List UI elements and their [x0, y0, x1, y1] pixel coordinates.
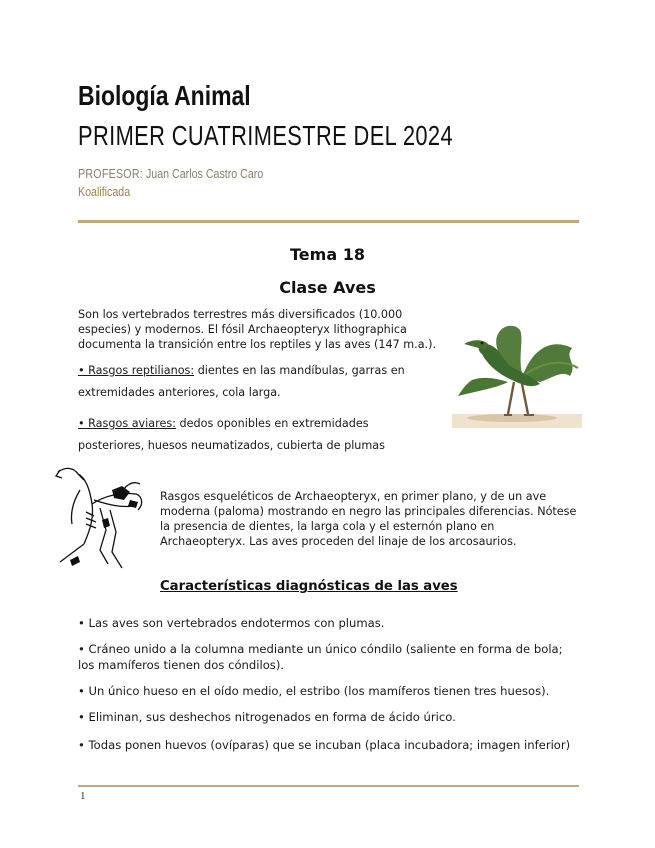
- header-divider: [78, 220, 579, 223]
- characteristic-item: • Eliminan, sus deshechos nitrogenados en forma de ácido úrico.: [78, 710, 456, 724]
- reptilian-label: • Rasgos reptilianos:: [78, 364, 195, 377]
- characteristic-item: • Las aves son vertebrados endotermos con plumas.: [78, 616, 385, 630]
- skeleton-caption: Rasgos esqueléticos de Archaeopteryx, en primer plano, y de un ave moderna (paloma) mostrando en negro las principales diferencias. Nótese la presencia de dientes, la larga cola y el esternón plano en Archaeopteryx. Las aves proceden del linaje de los arcosaurios.: [160, 490, 577, 548]
- professor-name: Juan Carlos Castro Caro: [145, 166, 264, 181]
- professor-label: PROFESOR:: [78, 166, 143, 181]
- characteristics-title: Características diagnósticas de las aves: [160, 579, 458, 594]
- intro-paragraph: Son los vertebrados terrestres más diversificados (10.000 especies) y modernos. El fósil Archaeopteryx lithographica documenta la transición entre los reptiles y las aves (147 m.a.).: [78, 308, 437, 351]
- characteristic-item: • Un único hueso en el oído medio, el estribo (los mamíferos tienen tres huesos).: [78, 684, 550, 698]
- avian-traits: [78, 413, 438, 457]
- characteristic-item: • Todas ponen huevos (ovíparas) que se incuban (placa incubadora; imagen inferior): [78, 738, 571, 752]
- avian-label: • Rasgos aviares:: [78, 417, 176, 430]
- topic-heading: Tema 18: [290, 245, 365, 264]
- archaeopteryx-illustration: [452, 318, 582, 430]
- footer-divider: [78, 785, 579, 787]
- organization: Koalificada: [78, 184, 131, 199]
- avian-text: dedos oponibles en extremidades posteriores, huesos neumatizados, cubierta de plumas: [78, 417, 385, 452]
- professor-line: [78, 166, 263, 181]
- characteristic-item: • Cráneo unido a la columna mediante un único cóndilo (saliente en forma de bola; los mamíferos tienen dos cóndilos).: [78, 642, 563, 672]
- document-title: Biología Animal: [78, 80, 251, 111]
- reptilian-traits: [78, 360, 438, 404]
- document-subtitle: PRIMER CUATRIMESTRE DEL 2024: [78, 120, 454, 151]
- skeleton-illustration: [50, 460, 150, 576]
- reptilian-text: dientes en las mandíbulas, garras en extremidades anteriores, cola larga.: [78, 364, 405, 399]
- page-number: 1: [80, 790, 86, 802]
- section-heading: Clase Aves: [279, 278, 376, 297]
